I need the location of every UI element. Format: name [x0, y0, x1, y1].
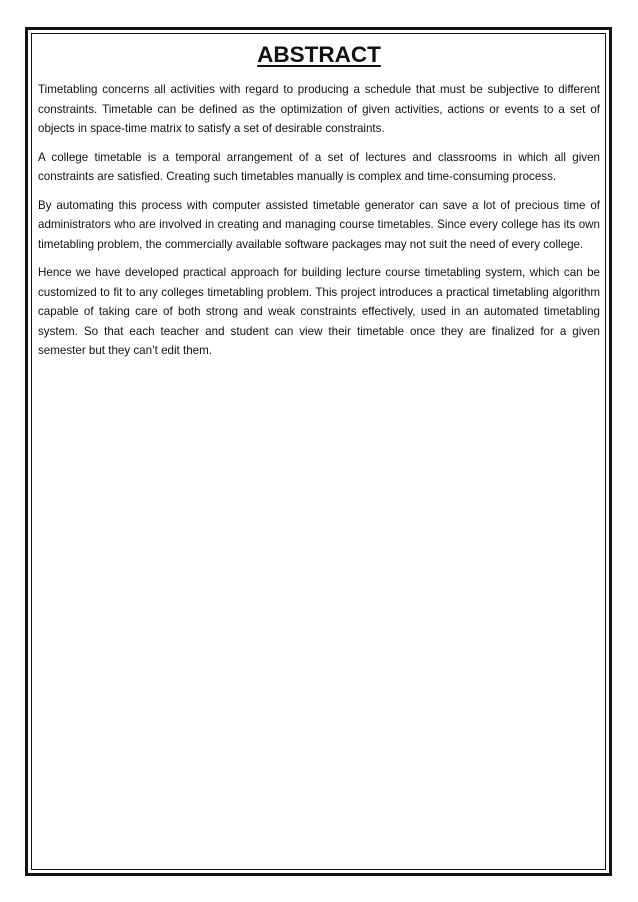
abstract-paragraph-4: Hence we have developed practical approach for building lecture course timetabling system, which can be customized to fit to any colleges timetabling problem. This project introduces a practical timetabling algorithm capable of taking care of both strong and weak constraints effectively, used in an automated timetabling system. So that each teacher and student can view their timetable once they are finalized for a given semester but they can’t edit them. — [38, 266, 600, 357]
abstract-paragraph-3: By automating this process with computer assisted timetable generator can save a lot of precious time of administrators who are involved in creating and managing course timetables. Since every college has its own timetabling problem, the commercially available software packages may not suit the need of every college. — [38, 198, 600, 251]
document-body — [38, 40, 600, 370]
abstract-paragraph-1: Timetabling concerns all activities with regard to producing a schedule that must be subjective to different constraints. Timetable can be defined as the optimization of given activities, actions or events to a set of objects in space-time matrix to satisfy a set of desirable constraints. — [38, 83, 600, 135]
page-title: ABSTRACT — [257, 42, 381, 67]
abstract-paragraph-2: A college timetable is a temporal arrangement of a set of lectures and classrooms in which all given constraints are satisfied. Creating such timetables manually is complex and time-consuming process. — [38, 150, 600, 183]
